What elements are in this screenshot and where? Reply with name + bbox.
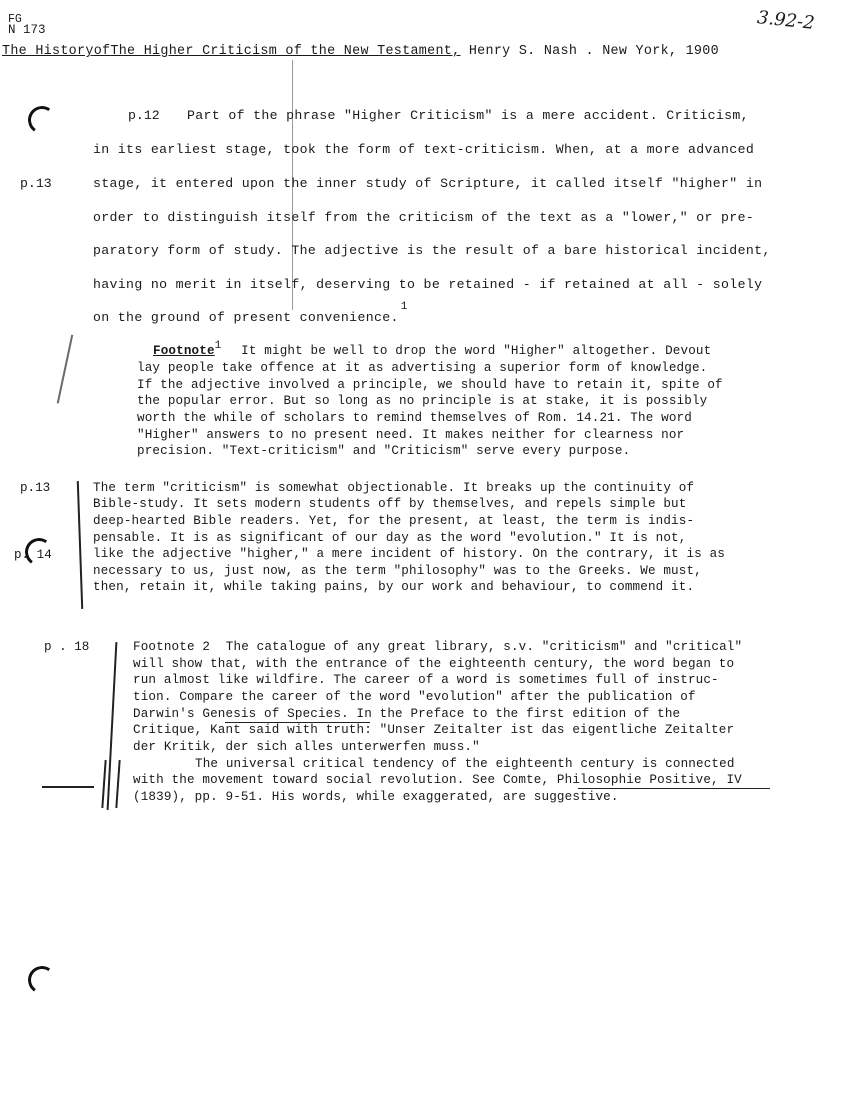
section1-last-line-text: on the ground of present convenience. <box>93 310 399 325</box>
footnote2-line: Critique, Kant said with truth: "Unser Zeitalter ist das eigentliche Zeitalter <box>133 723 735 737</box>
citation-title-a: The History <box>2 44 94 59</box>
section2-line: pensable. It is as significant of our day as the word "evolution." It is not, <box>93 531 687 545</box>
file-mark-line2: N 173 <box>8 23 46 37</box>
footnote2-line: will show that, with the entrance of the eighteenth century, the word began to <box>133 657 735 671</box>
footnote1-line: worth the while of scholars to remind themselves of Rom. 14.21. The word <box>137 411 692 425</box>
margin-double-bar-2 <box>115 760 120 808</box>
footnote2-line: The catalogue of any great library, s.v. "criticism" and "critical" <box>225 640 743 654</box>
footnote1-first-line <box>153 340 712 358</box>
punch-hole-top <box>26 104 58 136</box>
section1-line <box>93 301 408 325</box>
margin-dash <box>42 786 94 788</box>
section1-line: order to distinguish itself from the criticism of the text as a "lower," or pre- <box>93 210 755 225</box>
underline-philosophie-positive <box>578 788 770 789</box>
footnote2-line: (1839), pp. 9-51. His words, while exaggerated, are suggestive. <box>133 790 619 804</box>
citation-title-c: The Higher Criticism of the New Testament, <box>110 44 461 59</box>
footnote-ref-1: 1 <box>400 301 408 313</box>
footnote1-line: If the adjective involved a principle, we should have to retain it, spite of <box>137 378 723 392</box>
footnote1-line: the popular error. But so long as no principle is at stake, it is possibly <box>137 394 708 408</box>
section1-line: having no merit in itself, deserving to be retained - if retained at all - solely <box>93 277 763 292</box>
footnote2-first-line <box>133 640 742 654</box>
section1-line: Part of the phrase "Higher Criticism" is a mere accident. Criticism, <box>187 108 749 123</box>
page-ref-p14: p. 14 <box>14 548 52 562</box>
page-ref-p13-a: p.13 <box>20 176 52 191</box>
footnote1-line: It might be well to drop the word "Higher" altogether. Devout <box>241 344 712 358</box>
handwritten-reference: 3.92-2 <box>756 7 816 34</box>
footnote1-line: "Higher" answers to no present need. It makes neither for clearness nor <box>137 428 685 442</box>
margin-bracket-section2 <box>77 481 83 609</box>
footnote2-label: Footnote 2 <box>133 640 211 654</box>
pencil-mark-left <box>57 335 73 404</box>
footnote1-sup: 1 <box>214 340 222 352</box>
section1-line: paratory form of study. The adjective is the result of a bare historical incident, <box>93 243 771 258</box>
footnote2-line: tion. Compare the career of the word "evolution" after the publication of <box>133 690 696 704</box>
footnote1-line: precision. "Text-criticism" and "Criticism" serve every purpose. <box>137 444 631 458</box>
footnote1-line: lay people take offence at it as advertising a superior form of knowledge. <box>137 361 708 375</box>
footnote1-label: Footnote <box>153 344 215 358</box>
footnote2-line: run almost like wildfire. The career of a word is sometimes full of instruc- <box>133 673 719 687</box>
section2-line: then, retain it, while taking pains, by our work and behaviour, to commend it. <box>93 580 695 594</box>
margin-double-bar-1 <box>101 760 106 808</box>
page-ref-p13-b: p.13 <box>20 481 51 495</box>
section2-line: like the adjective "higher," a mere incident of history. On the contrary, it is as <box>93 547 726 561</box>
citation-author: Henry S. Nash <box>468 44 578 59</box>
file-mark <box>8 14 46 36</box>
underline-genesis-of-species <box>225 722 370 723</box>
footnote2-line: The universal critical tendency of the eighteenth century is connected <box>195 757 735 771</box>
section1-line: in its earliest stage, took the form of text-criticism. When, at a more advanced <box>93 142 755 157</box>
section1-line: stage, it entered upon the inner study of Scripture, it called itself "higher" in <box>93 176 763 191</box>
punch-hole-bottom <box>26 964 58 996</box>
section2-line: Bible-study. It sets modern students off by themselves, and repels simple but <box>93 497 687 511</box>
footnote2-line: Darwin's Genesis of Species. In the Preface to the first edition of the <box>133 707 681 721</box>
margin-bracket-footnote2 <box>107 642 117 810</box>
footnote2-line: der Kritik, der sich alles unterwerfen muss." <box>133 740 480 754</box>
section2-line: The term "criticism" is somewhat objectionable. It breaks up the continuity of <box>93 481 695 495</box>
footnote2-line: with the movement toward social revolution. See Comte, Philosophie Positive, IV <box>133 773 742 787</box>
page-ref-p18: p . 18 <box>44 640 90 654</box>
page-ref-p12: p.12 <box>128 108 160 123</box>
section2-line: deep-hearted Bible readers. Yet, for the present, at least, the term is indis- <box>93 514 695 528</box>
citation-header <box>2 44 719 59</box>
citation-title-b: of <box>93 44 111 59</box>
citation-place-year: . New York, 1900 <box>585 44 719 59</box>
file-mark-line1: FG <box>8 13 22 26</box>
section2-line: necessary to us, just now, as the term "philosophy" was to the Greeks. We must, <box>93 564 702 578</box>
